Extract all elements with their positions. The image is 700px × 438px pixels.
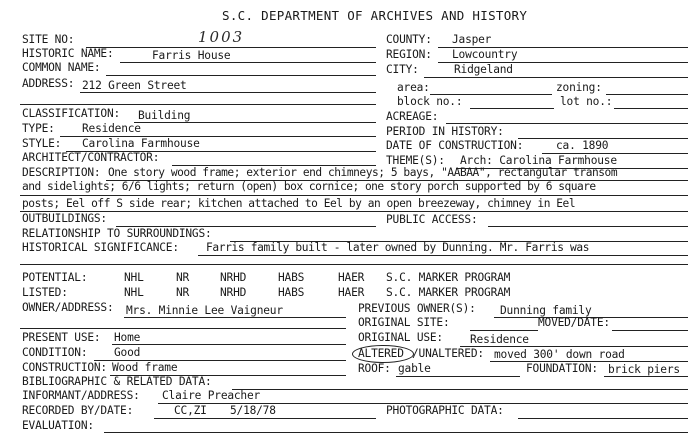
potential-code-nr: NR — [176, 271, 190, 284]
foundation-line — [604, 376, 688, 377]
date-construction-label: DATE OF CONSTRUCTION: — [386, 139, 524, 152]
listed-code-marker: S.C. MARKER PROGRAM — [386, 286, 511, 299]
construction-label: CONSTRUCTION: — [22, 361, 107, 374]
address-extra-line — [20, 104, 376, 105]
classification-label: CLASSIFICATION: — [22, 107, 121, 120]
acreage-line — [446, 123, 688, 124]
recorded-by-value: CC,ZI — [174, 404, 207, 417]
previous-owners-value: Dunning family — [500, 304, 592, 317]
present-use-label: PRESENT USE: — [22, 331, 101, 344]
owner-extra-line — [20, 328, 346, 329]
potential-code-nrhd: NRHD — [220, 271, 247, 284]
description-rule-2 — [20, 195, 688, 196]
description-line-2: and sidelights; 6/6 lights; return (open) box cornice; one story porch supported by 6 square — [22, 180, 596, 193]
county-label: COUNTY: — [386, 33, 432, 46]
listed-code-habs: HABS — [278, 286, 305, 299]
owner-value: Mrs. Minnie Lee Vaigneur — [126, 304, 283, 317]
description-rule-3 — [20, 211, 688, 212]
lot-no-label: lot no.: — [560, 95, 613, 108]
form-title: S.C. DEPARTMENT OF ARCHIVES AND HISTORY — [222, 8, 528, 23]
potential-code-haer: HAER — [338, 271, 365, 284]
description-line-3: posts; Eel off S side rear; kitchen attached to Eel by an open breezeway, chimney in Eel — [22, 197, 576, 210]
outbuildings-label: OUTBUILDINGS: — [22, 212, 107, 225]
zoning-line — [606, 94, 688, 95]
foundation-label: FOUNDATION: — [526, 362, 598, 375]
style-value: Carolina Farmhouse — [82, 137, 200, 150]
biblio-line — [232, 389, 688, 390]
condition-label: CONDITION: — [22, 346, 88, 359]
roof-label: ROOF: — [358, 362, 391, 375]
informant-label: INFORMANT/ADDRESS: — [22, 389, 140, 402]
period-label: PERIOD IN HISTORY: — [386, 125, 504, 138]
public-access-line — [488, 226, 688, 227]
potential-code-nhl: NHL — [124, 271, 144, 284]
region-value: Lowcountry — [452, 48, 518, 61]
site-no-value: 1003 — [198, 28, 245, 46]
listed-code-nrhd: NRHD — [220, 286, 247, 299]
section-divider — [20, 264, 688, 265]
style-label: STYLE: — [22, 137, 62, 150]
historic-name-line — [120, 62, 376, 63]
moved-date-line — [612, 330, 688, 331]
significance-line — [198, 255, 688, 256]
listed-code-nhl: NHL — [124, 286, 144, 299]
biblio-label: BIBLIOGRAPHIC & RELATED DATA: — [22, 375, 212, 388]
present-use-line — [112, 344, 346, 345]
historic-name-value: Farris House — [152, 49, 231, 62]
lot-no-line — [614, 108, 688, 109]
original-use-label: ORIGINAL USE: — [358, 331, 443, 344]
zoning-label: zoning: — [556, 81, 602, 94]
recorded-label: RECORDED BY/DATE: — [22, 404, 134, 417]
construction-value: Wood frame — [112, 361, 178, 374]
original-use-value: Residence — [470, 333, 529, 346]
significance-label: HISTORICAL SIGNIFICANCE: — [22, 241, 179, 254]
address-label: ADDRESS: — [22, 77, 75, 90]
city-label: CITY: — [386, 63, 419, 76]
historic-name-label: HISTORIC NAME: — [22, 47, 114, 60]
type-label: TYPE: — [22, 122, 55, 135]
site-no-line — [86, 47, 376, 48]
altered-label: ALTERED — [358, 347, 404, 360]
type-value: Residence — [82, 122, 141, 135]
common-name-line — [106, 75, 376, 76]
themes-label: THEME(S): — [386, 154, 445, 167]
informant-value: Claire Preacher — [162, 389, 261, 402]
county-value: Jasper — [452, 33, 492, 46]
acreage-label: ACREAGE: — [386, 110, 439, 123]
recorded-date-value: 5/18/78 — [230, 404, 276, 417]
potential-code-habs: HABS — [278, 271, 305, 284]
architect-label: ARCHITECT/CONTRACTOR: — [22, 151, 160, 164]
original-site-label: ORIGINAL SITE: — [358, 316, 450, 329]
previous-owners-label: PREVIOUS OWNER(S): — [358, 302, 476, 315]
evaluation-label: EVALUATION: — [22, 419, 94, 432]
unaltered-label: /UNALTERED: — [412, 347, 484, 360]
photographic-line — [518, 418, 688, 419]
moved-date-label: MOVED/DATE: — [538, 316, 610, 329]
owner-line — [124, 317, 346, 318]
date-construction-value: ca. 1890 — [556, 139, 609, 152]
themes-value: Arch: Carolina Farmhouse — [460, 154, 617, 167]
listed-label: LISTED: — [22, 286, 68, 299]
listed-code-haer: HAER — [338, 286, 365, 299]
listed-code-nr: NR — [176, 286, 190, 299]
potential-code-marker: S.C. MARKER PROGRAM — [386, 271, 511, 284]
site-no-label: SITE NO: — [22, 33, 75, 46]
altered-value: moved 300' down road — [494, 348, 625, 361]
address-line — [80, 92, 376, 93]
region-label: REGION: — [386, 48, 432, 61]
owner-label: OWNER/ADDRESS: — [22, 301, 114, 314]
city-value: Ridgeland — [454, 63, 513, 76]
significance-value: Farris family built - later owned by Dunning. Mr. Farris was — [206, 241, 590, 254]
city-line — [424, 77, 688, 78]
present-use-value: Home — [114, 331, 141, 344]
public-access-label: PUBLIC ACCESS: — [386, 213, 478, 226]
block-no-label: block no.: — [397, 95, 463, 108]
original-use-line — [460, 346, 688, 347]
condition-value: Good — [114, 346, 141, 359]
description-label: DESCRIPTION: — [22, 166, 101, 179]
relationship-label: RELATIONSHIP TO SURROUNDINGS: — [22, 227, 212, 240]
address-value: 212 Green Street — [82, 79, 187, 92]
common-name-label: COMMON NAME: — [22, 61, 101, 74]
classification-line — [134, 122, 376, 123]
block-no-line — [470, 108, 554, 109]
photographic-label: PHOTOGRAPHIC DATA: — [386, 404, 504, 417]
potential-label: POTENTIAL: — [22, 271, 88, 284]
description-line-1: One story wood frame; exterior end chimneys; 5 bays, "AABAA", rectangular transom — [108, 166, 618, 179]
evaluation-line — [104, 432, 688, 433]
foundation-value: brick piers — [608, 363, 680, 376]
original-site-line — [470, 330, 538, 331]
classification-value: Building — [138, 109, 191, 122]
roof-value: gable — [398, 362, 431, 375]
recorded-line — [154, 418, 376, 419]
roof-line — [396, 376, 520, 377]
area-label: area: — [397, 81, 430, 94]
